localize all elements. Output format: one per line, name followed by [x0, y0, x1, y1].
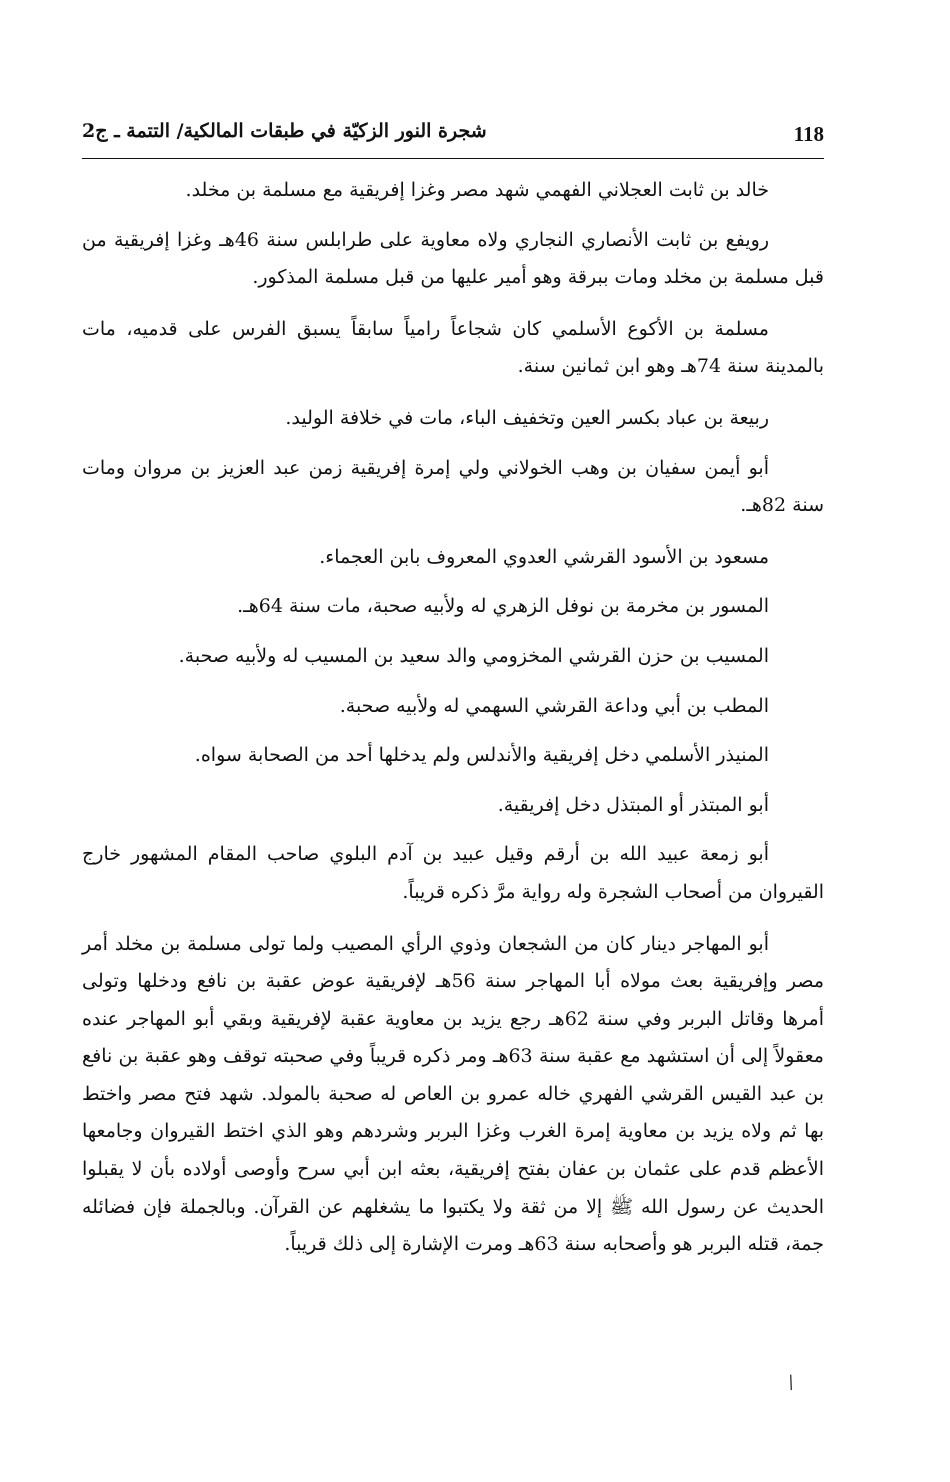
entry-abu-zamaa: أبو زمعة عبيد الله بن أرقم وقيل عبيد بن آدم البلوي صاحب المقام المشهور خارج القيروان من أصحاب الشجرة وله رواية مرَّ ذكره قريباً. [82, 843, 824, 903]
entry-abu-mubtadhir: أبو المبتذر أو المبتذل دخل إفريقية. [497, 793, 769, 816]
entry-munaydhir: المنيذر الأسلمي دخل إفريقية والأندلس ولم يدخلها أحد من الصحابة سواه. [194, 744, 769, 767]
entry-abu-muhajir: أبو المهاجر دينار كان من الشجعان وذوي الرأي المصيب ولما تولى مسلمة بن مخلد أمر مصر وإفريقية بعث مولاه أبا المهاجر سنة 56هـ لإفريقية عوض عقبة بن نافع ودخلها وتولى أمرها وقاتل البربر وفي سنة 62هـ رجع يزيد بن معاوية عقبة لإفريقية وبقي أبو المهاجر عنده معقولاً إلى أن استشهد مع عقبة سنة 63هـ ومر ذكره قريباً وفي صحبته توقف وهو عقبة بن نافع بن عبد القيس القرشي الفهري خاله عمرو بن العاص له صحبة بالمولد. شهد فتح مصر واختط بها ثم ولاه يزيد بن معاوية إمرة الغرب وغزا البربر وشردهم وهو الذي اختط القيروان وجامعها الأعظم قدم على عثمان بن عفان بفتح إفريقية، بعثه ابن أبي سرح وأوصى أولاده بأن لا يقبلوا الحديث عن رسول الله ﷺ إلا من ثقة ولا يكتبوا ما يشغلهم عن القرآن. وبالجملة فإن فضائله جمة، قتله البربر هو وأصحابه سنة 63هـ ومرت الإشارة إلى ذلك قريباً. [82, 932, 824, 1256]
entry-maslama-akwa: مسلمة بن الأكوع الأسلمي كان شجاعاً رامياً سابقاً يسبق الفرس على قدميه، مات بالمدينة سنة 74هـ وهو ابن ثمانين سنة. [82, 317, 824, 378]
margin-pencil-mark: / [784, 1371, 798, 1394]
entry-khalid: خالد بن ثابت العجلاني الفهمي شهد مصر وغزا إفريقية مع مسلمة بن مخلد. [185, 179, 769, 201]
entry-abu-ayman: أبو أيمن سفيان بن وهب الخولاني ولي إمرة إفريقية زمن عبد العزيز بن مروان ومات سنة 82هـ. [82, 456, 824, 517]
running-header [82, 118, 824, 159]
entry-masud: مسعود بن الأسود القرشي العدوي المعروف بابن العجماء. [319, 545, 769, 568]
page-body [82, 172, 824, 1412]
page-number: 118 [793, 122, 824, 146]
entry-muttalib: المطب بن أبي وداعة القرشي السهمي له ولأبيه صحبة. [339, 694, 769, 717]
entry-ruwayfi: رويفع بن ثابت الأنصاري النجاري ولاه معاوية على طرابلس سنة 46هـ وغزا إفريقية من قبل مسلمة بن مخلد ومات ببرقة وهو أمير عليها من قبل مسلمة المذكور. [82, 228, 824, 289]
entry-musayyib: المسيب بن حزن القرشي المخزومي والد سعيد بن المسيب له ولأبيه صحبة. [178, 644, 769, 667]
entry-miswar: المسور بن مخرمة بن نوفل الزهري له ولأبيه صحبة، مات سنة 64هـ. [237, 595, 769, 618]
entry-rabia: ربيعة بن عباد بكسر العين وتخفيف الباء، مات في خلافة الوليد. [285, 406, 769, 429]
book-title: شجرة النور الزكيّة في طبقات المالكية/ التتمة ـ ج2 [82, 120, 487, 142]
